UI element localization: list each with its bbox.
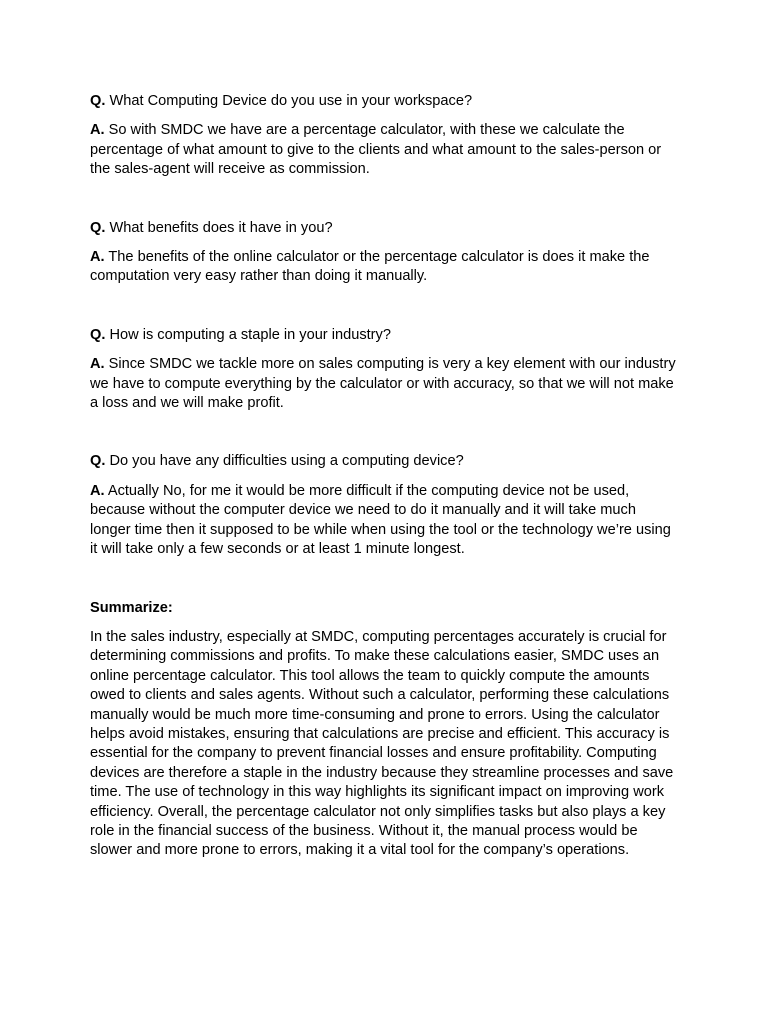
question-text: What Computing Device do you use in your workspace? bbox=[109, 93, 473, 109]
qa-block-3 bbox=[90, 326, 680, 414]
answer-marker: A. bbox=[90, 122, 105, 139]
question-text: How is computing a staple in your industry? bbox=[109, 326, 391, 343]
question-3 bbox=[90, 326, 680, 345]
question-text: What benefits does it have in you? bbox=[109, 219, 333, 236]
question-marker: Q. bbox=[90, 326, 106, 343]
answer-marker: A. bbox=[90, 356, 105, 373]
answer-marker: A. bbox=[90, 482, 105, 499]
answer-2 bbox=[90, 248, 680, 287]
answer-3 bbox=[90, 355, 680, 413]
answer-1 bbox=[90, 121, 680, 179]
question-text: Do you have any difficulties using a computing device? bbox=[109, 453, 464, 470]
question-2 bbox=[90, 219, 680, 238]
summary-heading: Summarize: bbox=[90, 599, 173, 616]
qa-block-2 bbox=[90, 219, 680, 287]
question-1 bbox=[90, 92, 680, 111]
document-page bbox=[90, 92, 680, 861]
answer-4 bbox=[90, 482, 680, 560]
summary-block bbox=[90, 599, 680, 861]
answer-text: The benefits of the online calculator or the percentage calculator is does it make the computation very easy rather than doing it manually. bbox=[90, 249, 650, 285]
qa-block-4 bbox=[90, 452, 680, 559]
question-4 bbox=[90, 452, 680, 471]
question-marker: Q. bbox=[90, 93, 106, 109]
qa-block-1 bbox=[90, 92, 680, 180]
answer-text: Actually No, for me it would be more difficult if the computing device not be used, because without the computer device we need to do it manually and it will take much longer time then it supposed to be while when using the tool or the technology we’re using it will take only a few seconds or at least 1 minute longest. bbox=[90, 482, 671, 558]
answer-marker: A. bbox=[90, 249, 105, 266]
answer-text: Since SMDC we tackle more on sales computing is very a key element with our industry we have to compute everything by the calculator or with accuracy, so that we will not make a loss and we will make profit. bbox=[90, 356, 676, 412]
question-marker: Q. bbox=[90, 453, 106, 470]
summary-paragraph: In the sales industry, especially at SMDC, computing percentages accurately is crucial for determining commissions and profits. To make these calculations easier, SMDC uses an online percentage calculator. This tool allows the team to quickly compute the amounts owed to clients and sales agents. Without such a calculator, performing these calculations manually would be much more time-consuming and prone to errors. Using the calculator helps avoid mistakes, ensuring that calculations are precise and efficient. This accuracy is essential for the company to prevent financial losses and ensure profitability. Computing devices are therefore a staple in the industry because they streamline processes and save time. The use of technology in this way highlights its significant impact on improving work efficiency. Overall, the percentage calculator not only simplifies tasks but also plays a key role in the financial success of the business. Without it, the manual process would be slower and more prone to errors, making it a vital tool for the company’s operations. bbox=[90, 628, 674, 859]
answer-text: So with SMDC we have are a percentage calculator, with these we calculate the percentage of what amount to give to the clients and what amount to the sales-person or the sales-agent will receive as commission. bbox=[90, 122, 662, 178]
question-marker: Q. bbox=[90, 219, 106, 236]
